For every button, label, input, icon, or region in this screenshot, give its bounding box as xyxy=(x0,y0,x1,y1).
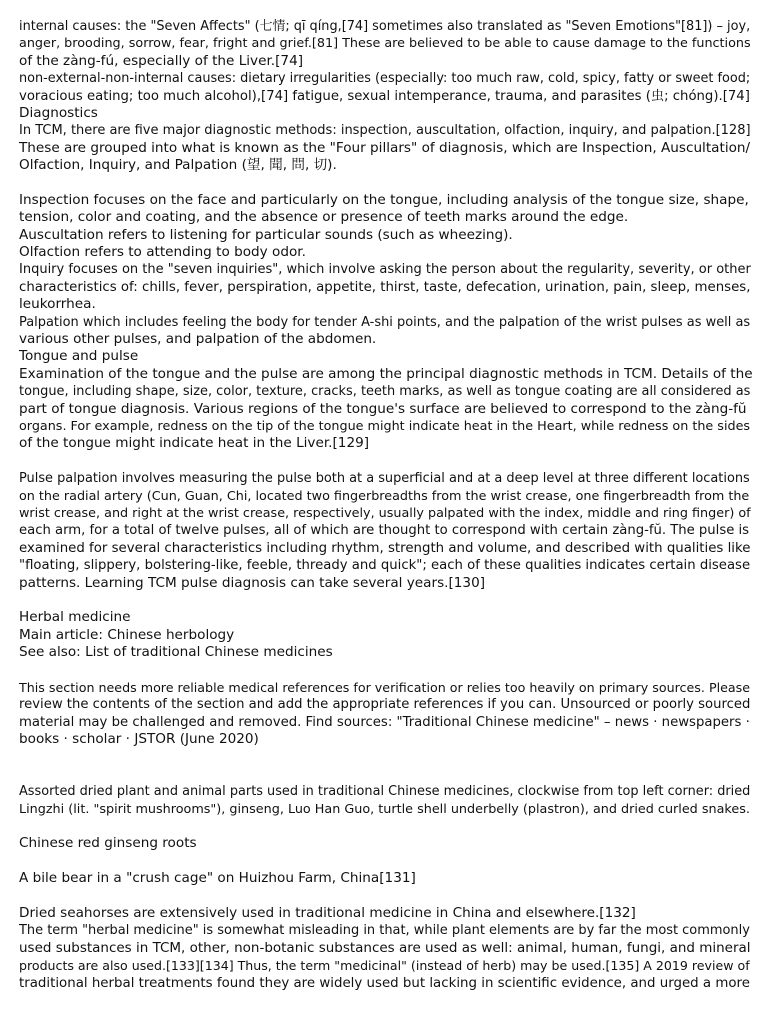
text-line: Lingzhi (lit. "spirit mushrooms"), ginseng, Luo Han Guo, turtle shell underbelly (plastron), and dried curled snakes. xyxy=(19,801,750,817)
text-line: part of tongue diagnosis. Various regions of the tongue's surface are believed to correspond to the zàng-fŭ xyxy=(19,400,747,417)
text-line: internal causes: the "Seven Affects" (七情; qī qíng,[74] sometimes also translated as "Seven Emotions"[81]) – joy, xyxy=(19,19,751,34)
see-also-note xyxy=(19,644,754,661)
blank-line xyxy=(19,661,754,678)
text-line: leukorrhea. xyxy=(19,296,96,313)
text-line: non-external-non-internal causes: dietary irregularities (especially: too much raw, cold, spicy, fatty or sweet food; xyxy=(19,71,751,87)
text-line: Palpation which includes feeling the body for tender A-shi points, and the palpation of the wrist pulses as well as xyxy=(19,314,751,330)
text-line: Herbal medicine xyxy=(19,609,131,626)
blank-line xyxy=(19,888,754,905)
paragraph-auscultation xyxy=(19,227,754,244)
paragraph-internal-causes xyxy=(19,18,754,70)
caption-bile-bear xyxy=(19,870,754,887)
paragraph-tongue-examination xyxy=(19,366,754,453)
blank-line xyxy=(19,818,754,835)
text-line: Examination of the tongue and the pulse are among the principal diagnostic methods in TCM. Details of the xyxy=(19,365,753,382)
text-line: review the contents of the section and add the appropriate references if you can. Unsourced or poorly sourced xyxy=(19,697,751,713)
blank-line xyxy=(19,748,754,783)
paragraph-herbal-medicine-term xyxy=(19,922,754,992)
text-line: traditional herbal treatments found they are widely used but lacking in scientific evidence, and urged a more xyxy=(19,975,750,991)
paragraph-pulse-palpation xyxy=(19,470,754,592)
heading-diagnostics xyxy=(19,105,754,122)
text-line: anger, brooding, sorrow, fear, fright and grief.[81] These are believed to be able to cause damage to the functions xyxy=(19,36,751,52)
main-article-note xyxy=(19,627,754,644)
blank-line xyxy=(19,592,754,609)
paragraph-olfaction xyxy=(19,244,754,261)
text-line: Chinese red ginseng roots xyxy=(19,835,197,852)
caption-assorted-dried-parts xyxy=(19,783,754,818)
blank-line xyxy=(19,175,754,192)
text-line: Inspection focuses on the face and particularly on the tongue, including analysis of the tongue size, shape, xyxy=(19,191,749,208)
paragraph-inquiry xyxy=(19,261,754,313)
text-line: "floating, slippery, bolstering-like, feeble, thready and quick"; each of these qualities indicates certain disease xyxy=(19,558,751,574)
text-line: books · scholar · JSTOR (June 2020) xyxy=(19,731,259,748)
text-line: of the zàng-fú, especially of the Liver.[74] xyxy=(19,52,304,69)
text-line: Inquiry focuses on the "seven inquiries", which involve asking the person about the regularity, severity, or other xyxy=(19,262,751,278)
text-line: Dried seahorses are extensively used in traditional medicine in China and elsewhere.[132] xyxy=(19,904,636,921)
paragraph-non-external-causes xyxy=(19,70,754,105)
heading-tongue-and-pulse xyxy=(19,348,754,365)
document-body xyxy=(19,18,754,992)
blank-line xyxy=(19,853,754,870)
text-line: Tongue and pulse xyxy=(19,348,139,365)
text-line: on the radial artery (Cun, Guan, Chi, located two fingerbreadths from the wrist crease, one fingerbreadth from the xyxy=(19,488,750,504)
text-line: A bile bear in a "crush cage" on Huizhou Farm, China[131] xyxy=(19,870,416,887)
text-line: voracious eating; too much alcohol),[74] fatigue, sexual intemperance, trauma, and parasites (虫; chóng).[74] xyxy=(19,88,750,104)
text-line: tension, color and coating, and the absence or presence of teeth marks around the edge. xyxy=(19,209,629,226)
caption-red-ginseng xyxy=(19,835,754,852)
text-line: material may be challenged and removed. Find sources: "Traditional Chinese medicine" – news · newspapers · xyxy=(19,714,750,730)
text-line: Olfaction, Inquiry, and Palpation (望, 聞, 問, 切). xyxy=(19,157,337,174)
text-line: Auscultation refers to listening for particular sounds (such as wheezing). xyxy=(19,226,513,243)
text-line: These are grouped into what is known as the "Four pillars" of diagnosis, which are Inspection, Auscultation/ xyxy=(19,139,751,156)
text-line: Olfaction refers to attending to body odor. xyxy=(19,244,306,261)
text-line: Main article: Chinese herbology xyxy=(19,626,235,643)
text-line: Diagnostics xyxy=(19,104,98,121)
text-line: wrist crease, and right at the wrist crease, respectively, usually palpated with the index, middle and ring finger) of xyxy=(19,505,751,521)
text-line: Assorted dried plant and animal parts used in traditional Chinese medicines, clockwise from top left corner: dried xyxy=(19,784,751,800)
text-line: tongue, including shape, size, color, texture, cracks, teeth marks, as well as tongue coating are all considered as xyxy=(19,384,751,400)
text-line: This section needs more reliable medical references for verification or relies too heavily on primary sources. Please xyxy=(19,679,751,695)
caption-dried-seahorses xyxy=(19,905,754,922)
text-line: patterns. Learning TCM pulse diagnosis can take several years.[130] xyxy=(19,574,486,591)
heading-herbal-medicine xyxy=(19,609,754,626)
paragraph-palpation xyxy=(19,314,754,349)
text-line: examined for several characteristics including rhythm, strength and volume, and described with qualities like xyxy=(19,540,751,556)
text-line: See also: List of traditional Chinese medicines xyxy=(19,644,333,661)
text-line: used substances in TCM, other, non-botanic substances are used as well: animal, human, fungi, and mineral xyxy=(19,939,751,956)
text-line: of the tongue might indicate heat in the Liver.[129] xyxy=(19,435,370,452)
text-line: Pulse palpation involves measuring the pulse both at a superficial and at a deep level at three different locations xyxy=(19,471,750,487)
text-line: organs. For example, redness on the tip of the tongue might indicate heat in the Heart, while redness on the sides xyxy=(19,418,751,434)
text-line: products are also used.[133][134] Thus, the term "medicinal" (instead of herb) may be used.[135] A 2019 review of xyxy=(19,958,750,974)
paragraph-inspection xyxy=(19,192,754,227)
text-line: various other pulses, and palpation of the abdomen. xyxy=(19,331,377,348)
text-line: characteristics of: chills, fever, perspiration, appetite, thirst, taste, defecation, urination, pain, sleep, menses, xyxy=(19,279,751,295)
text-line: The term "herbal medicine" is somewhat misleading in that, while plant elements are by far the most commonly xyxy=(19,923,750,939)
paragraph-diagnostic-methods xyxy=(19,122,754,174)
blank-line xyxy=(19,453,754,470)
text-line: In TCM, there are five major diagnostic methods: inspection, auscultation, olfaction, inquiry, and palpation.[128] xyxy=(19,123,751,139)
text-line: each arm, for a total of twelve pulses, all of which are thought to correspond with certain zàng-fŭ. The pulse is xyxy=(19,523,750,539)
references-notice xyxy=(19,679,754,749)
